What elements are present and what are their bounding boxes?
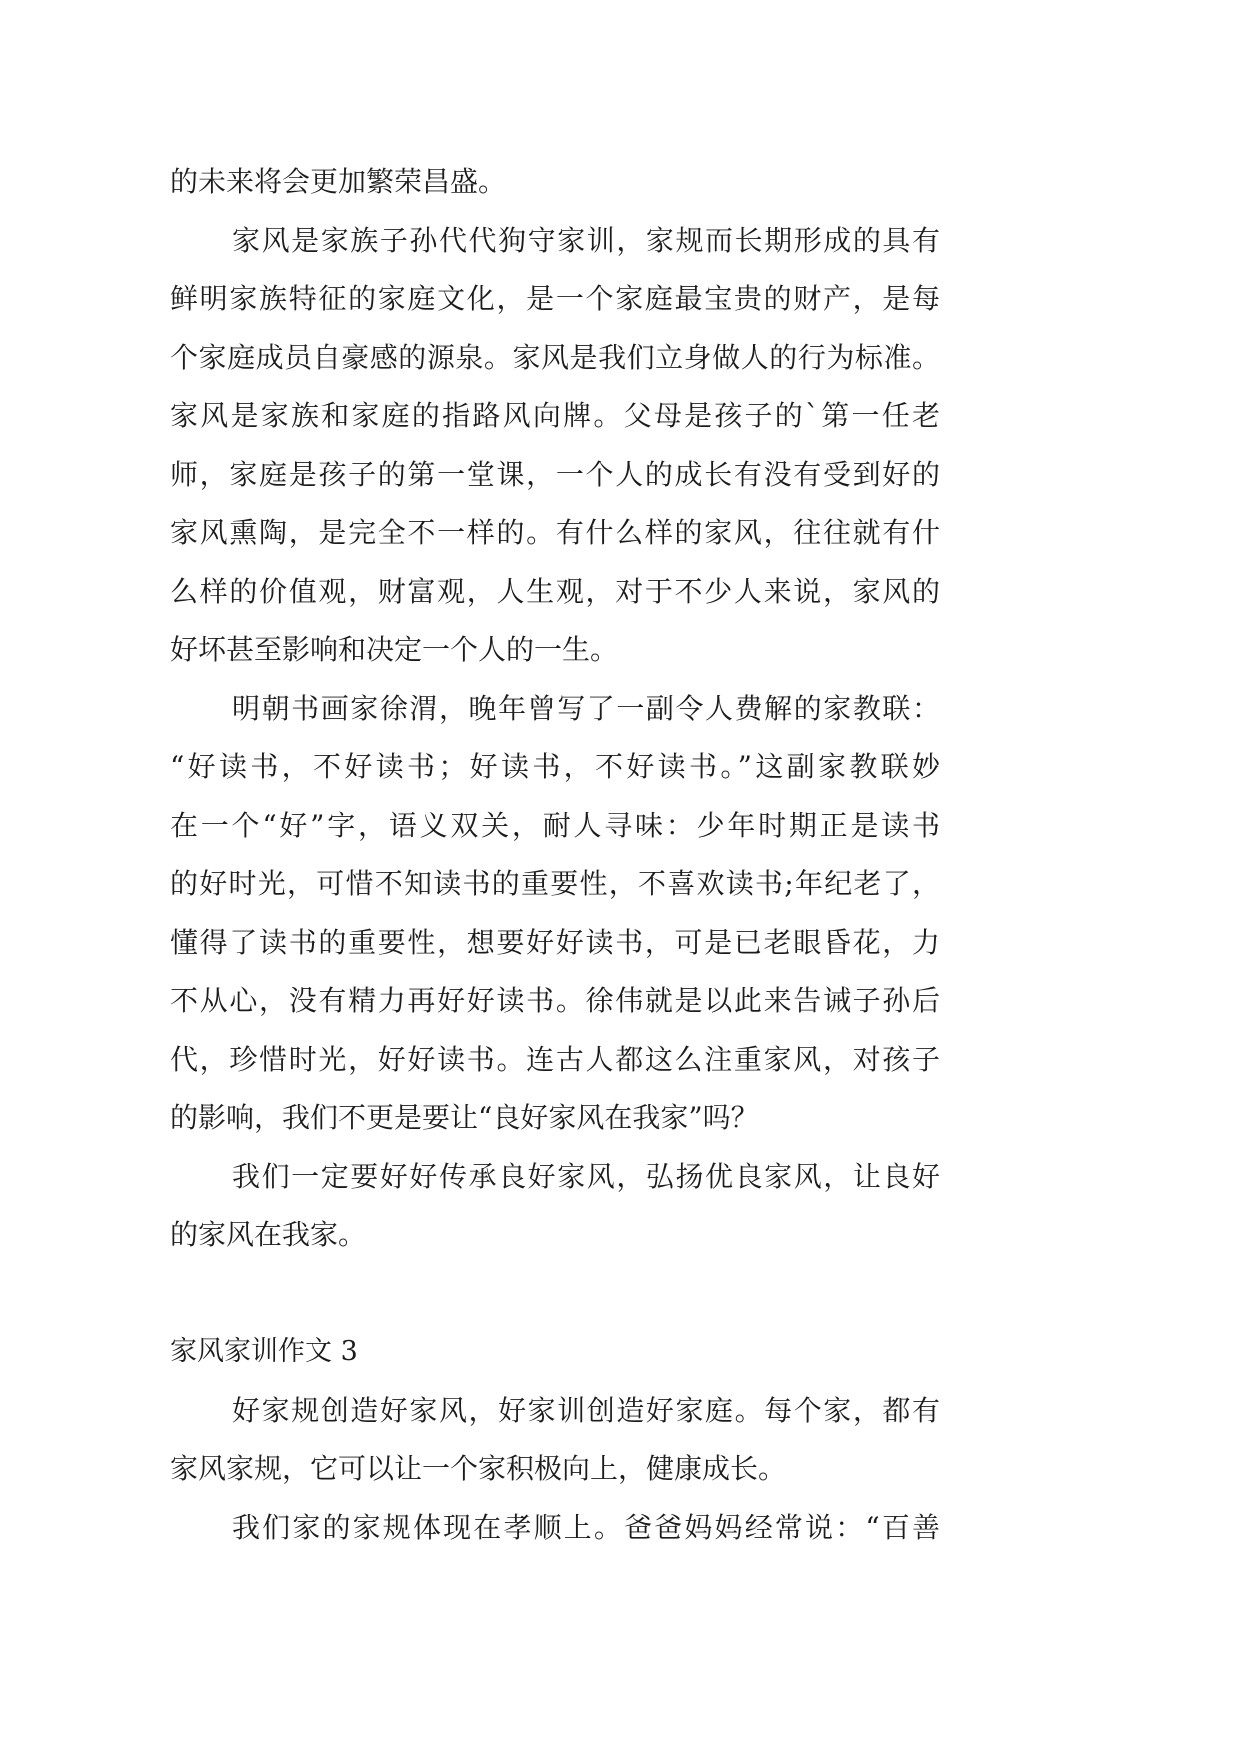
- paragraph: [170, 153, 940, 212]
- text-line: 代，珍惜时光，好好读书。连古人都这么注重家风，对孩子: [170, 1042, 940, 1076]
- text-line: 个家庭成员自豪感的源泉。家风是我们立身做人的行为标准。: [170, 340, 940, 374]
- text-line: 的家风在我家。: [170, 1218, 367, 1251]
- paragraph: [170, 1382, 940, 1499]
- text-line: 懂得了读书的重要性，想要好好读书，可是已老眼昏花，力: [170, 925, 940, 959]
- text-line: 么样的价值观，财富观，人生观，对于不少人来说，家风的: [170, 574, 940, 608]
- text-line: 的好时光，可惜不知读书的重要性，不喜欢读书;年纪老了，: [170, 867, 940, 900]
- text-line: 不从心，没有精力再好好读书。徐伟就是以此来告诫子孙后: [170, 984, 940, 1017]
- text-line: 鲜明家族特征的家庭文化，是一个家庭最宝贵的财产，是每: [170, 282, 940, 315]
- blank-line: [170, 1265, 940, 1324]
- text-line: 家风家规，它可以让一个家积极向上，健康成长。: [170, 1452, 787, 1485]
- paragraph: [170, 212, 940, 680]
- paragraph: [170, 680, 940, 1148]
- text-line: 的影响，我们不更是要让“良好家风在我家”吗？: [170, 1101, 759, 1134]
- paragraph: [170, 1499, 940, 1558]
- text-line: 好坏甚至影响和决定一个人的一生。: [170, 633, 619, 666]
- text-line: 家风是家族和家庭的指路风向牌。父母是孩子的`第一任老: [170, 399, 940, 432]
- paragraph: [170, 1148, 940, 1265]
- text-line: 明朝书画家徐渭，晚年曾写了一副令人费解的家教联：: [232, 691, 940, 725]
- text-line: 我们家的家规体现在孝顺上。爸爸妈妈经常说：“百善: [232, 1510, 940, 1544]
- text-line: “好读书，不好读书；好读书，不好读书。”这副家教联妙: [170, 750, 940, 783]
- text-line: 家风熏陶，是完全不一样的。有什么样的家风，往往就有什: [170, 516, 940, 549]
- section-heading: 家风家训作文 3: [170, 1336, 358, 1367]
- text-line: 的未来将会更加繁荣昌盛。: [170, 165, 507, 198]
- text-line: 在一个“好”字，语义双关，耐人寻味：少年时期正是读书: [170, 808, 940, 842]
- text-line: 好家规创造好家风，好家训创造好家庭。每个家，都有: [232, 1393, 940, 1427]
- document-body: [170, 153, 940, 1557]
- text-line: 师，家庭是孩子的第一堂课，一个人的成长有没有受到好的: [170, 457, 940, 491]
- text-line: 我们一定要好好传承良好家风，弘扬优良家风，让良好: [232, 1159, 940, 1193]
- text-line: 家风是家族子孙代代狗守家训，家规而长期形成的具有: [232, 223, 940, 257]
